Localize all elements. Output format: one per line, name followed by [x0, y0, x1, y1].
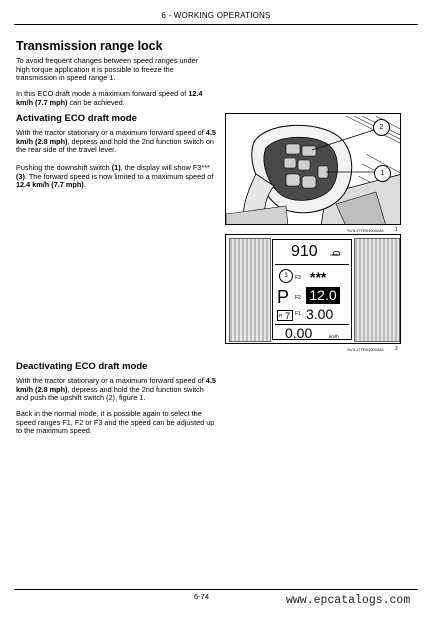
screen-divider-top [275, 264, 349, 265]
display-bezel-left [229, 238, 271, 342]
park-indicator: P [277, 287, 290, 307]
deactivating-heading: Deactivating ECO draft mode [16, 361, 148, 372]
reverse-range-box [277, 310, 293, 321]
f1-label: F1 [295, 311, 301, 317]
speed-unit: km/h [329, 334, 339, 339]
watermark: www.epcatalogs.com [286, 594, 411, 607]
reverse-range-label: R [279, 313, 283, 318]
f2-value-highlight: 12.0 [306, 287, 340, 304]
figure-1-travel-lever [225, 113, 401, 225]
callout-3: 3 [279, 269, 293, 283]
f3-label: F3 [295, 275, 301, 281]
engine-icon [331, 243, 342, 251]
rpm-value: 910 [291, 243, 318, 260]
f1-value: 3.00 [306, 306, 334, 322]
callout-1: 1 [374, 165, 391, 182]
figure-1-caption: SVIL17TR010002A1 [347, 228, 384, 233]
activating-heading: Activating ECO draft mode [16, 113, 137, 124]
running-header: 6 - WORKING OPERATIONS [161, 11, 271, 20]
rpm-unit: n/min [330, 253, 339, 257]
intro-paragraph-2: In this ECO draft mode a maximum forward speed of 12.4 km/h (7.7 mph) can be achieved. [16, 89, 203, 107]
page-title: Transmission range lock [16, 39, 163, 53]
deactivating-paragraph-2: Back in the normal mode, it is possible again to select the speed ranges F1, F2 or F3 and the speed can be adjusted up to the maximum speed. [16, 409, 215, 436]
header-divider [14, 24, 418, 25]
deactivating-paragraph-1: With the tractor stationary or a maximum forward speed of 4.5 km/h (2.8 mph), depress and hold the 2nd function switch and push the upshift switch (2), figure 1. [16, 376, 216, 403]
figure-2-number: 2 [395, 346, 398, 352]
speed-value: 0.00 [285, 325, 313, 341]
intro-paragraph-1: To avoid frequent changes between speed ranges under high torque application it is possible to freeze the transmission in speed range 1. [16, 56, 199, 83]
f2-label: F2 [295, 295, 301, 301]
display-screen [272, 239, 352, 340]
figure-1-number: 1 [395, 227, 398, 233]
footer-divider [14, 589, 418, 590]
figure-2-caption: SVIL17TR010003A1 [347, 347, 384, 352]
reverse-range-value: 7 [285, 311, 291, 321]
display-bezel-right [354, 238, 400, 342]
activating-paragraph-2: Pushing the downshift switch (1), the display will show F3*** (3). The forward speed is now limited to a maximum speed of 12.4 km/h (7.7 mph). [16, 163, 214, 190]
figure-2-display [225, 234, 401, 344]
callout-2: 2 [373, 119, 390, 136]
f3-stars: *** [310, 269, 327, 285]
activating-paragraph-1: With the tractor stationary or a maximum forward speed of 4.5 km/h (2.8 mph), depress and hold the 2nd function switch on the rear side of the travel lever. [16, 128, 216, 155]
page-number: 6-74 [194, 592, 210, 601]
